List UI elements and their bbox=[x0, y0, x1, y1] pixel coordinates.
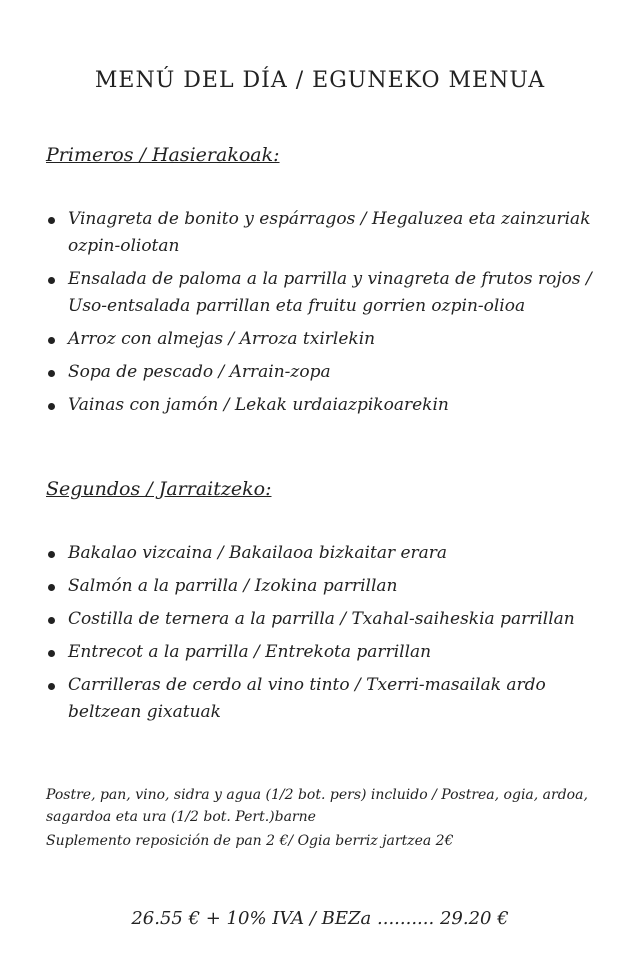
list-item: Vinagreta de bonito y espárragos / Hegaluzea eta zainzuriak ozpin-oliotan bbox=[46, 206, 606, 260]
list-item: Entrecot a la parrilla / Entrekota parrillan bbox=[46, 639, 606, 666]
supplement-note: Suplemento reposición de pan 2 €/ Ogia berriz jartzea 2€ bbox=[46, 833, 454, 849]
menu-title: MENÚ DEL DÍA / EGUNEKO MENUA bbox=[94, 68, 546, 93]
bullet-icon bbox=[48, 617, 55, 624]
included-note: Postre, pan, vino, sidra y agua (1/2 bot. pers) incluido / Postrea, ogia, ardoa, sagardoa eta ura (1/2 bot. Pert.)barne bbox=[46, 787, 588, 825]
bullet-icon bbox=[48, 217, 55, 224]
segundos-list bbox=[46, 540, 606, 732]
section-heading-segundos: Segundos / Jarraitzeko: bbox=[46, 478, 272, 500]
list-item: Salmón a la parrilla / Izokina parrillan bbox=[46, 573, 606, 600]
bullet-icon bbox=[48, 551, 55, 558]
bullet-icon bbox=[48, 683, 55, 690]
list-item: Bakalao vizcaina / Bakailaoa bizkaitar erara bbox=[46, 540, 606, 567]
bullet-icon bbox=[48, 337, 55, 344]
bullet-icon bbox=[48, 277, 55, 284]
list-item: Arroz con almejas / Arroza txirlekin bbox=[46, 326, 606, 353]
list-item: Carrilleras de cerdo al vino tinto / Txerri-masailak ardo beltzean gixatuak bbox=[46, 672, 606, 726]
list-item: Sopa de pescado / Arrain-zopa bbox=[46, 359, 606, 386]
list-item: Ensalada de paloma a la parrilla y vinagreta de frutos rojos / Uso-entsalada parrillan eta fruitu gorrien ozpin-olioa bbox=[46, 266, 606, 320]
primeros-list bbox=[46, 206, 606, 425]
price-line: 26.55 € + 10% IVA / BEZa .......... 29.20 € bbox=[131, 908, 509, 929]
list-item: Costilla de ternera a la parrilla / Txahal-saiheskia parrillan bbox=[46, 606, 606, 633]
bullet-icon bbox=[48, 650, 55, 657]
bullet-icon bbox=[48, 584, 55, 591]
section-heading-primeros: Primeros / Hasierakoak: bbox=[46, 144, 280, 166]
bullet-icon bbox=[48, 403, 55, 410]
bullet-icon bbox=[48, 370, 55, 377]
list-item: Vainas con jamón / Lekak urdaiazpikoarekin bbox=[46, 392, 606, 419]
